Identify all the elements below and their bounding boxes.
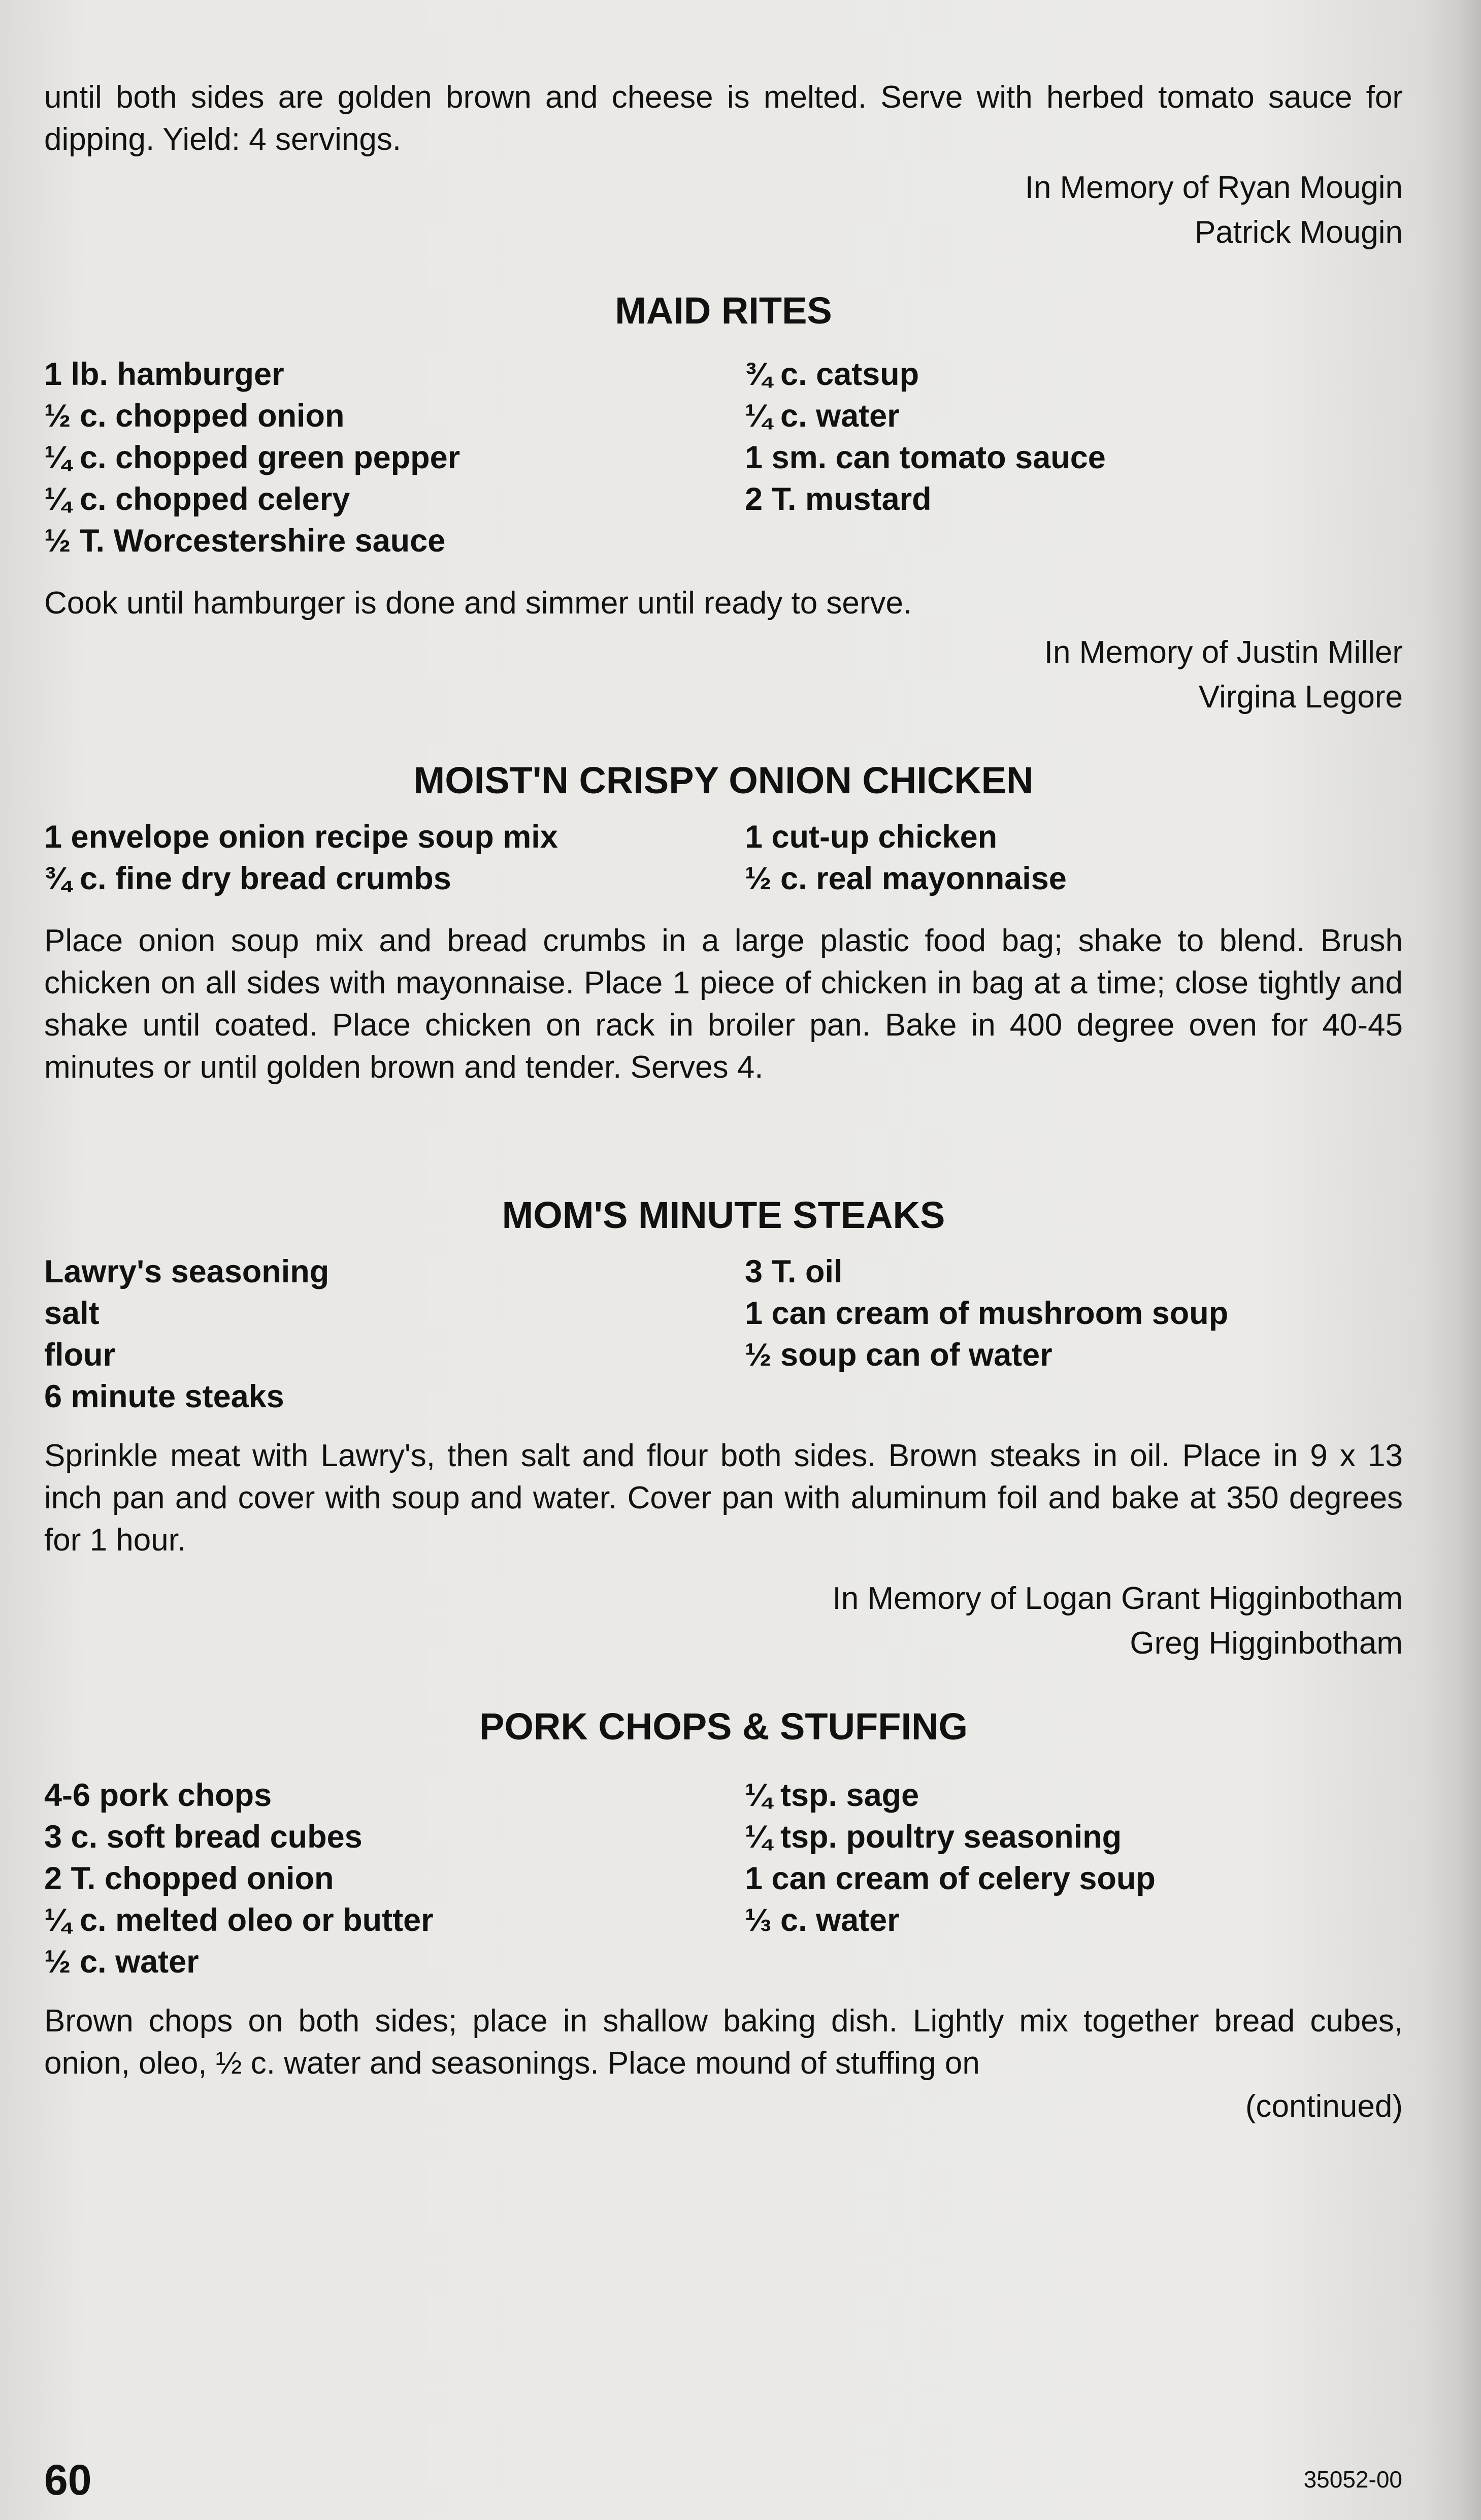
- ingredient-column-right: [745, 353, 1403, 562]
- intro-contributor: Patrick Mougin: [1194, 215, 1403, 250]
- ingredient: ¼ tsp. poultry seasoning: [745, 1819, 1122, 1855]
- ingredient: ½ c. real mayonnaise: [745, 861, 1067, 896]
- page-number: 60: [44, 2456, 92, 2504]
- ingredient-column-right: [745, 1251, 1403, 1417]
- ingredient: ¼ c. chopped celery: [44, 481, 350, 517]
- recipe-pork-chops-stuffing: [44, 1701, 1403, 2129]
- page-content: [44, 76, 1403, 2129]
- recipe-directions: Place onion soup mix and bread crumbs in a large plastic food bag; shake to blend. Brush chicken on all sides with mayonnaise. Place 1 piece of chicken in bag at a time; close tightly and shake until coated. Place chicken on rack in broiler pan. Bake in 400 degree oven for 40-45 minutes or until golden brown and tender. Serves 4.: [44, 923, 1403, 1085]
- ingredient-list: [44, 1774, 1403, 1983]
- ingredient: 2 T. mustard: [745, 481, 932, 517]
- ingredient: ½ T. Worcestershire sauce: [44, 523, 446, 559]
- ingredient-column-left: [44, 816, 745, 899]
- ingredient: flour: [44, 1337, 115, 1373]
- recipe-title: PORK CHOPS & STUFFING: [479, 1705, 968, 1748]
- ingredient: ½ c. water: [44, 1944, 199, 1980]
- ingredient: ½ c. chopped onion: [44, 398, 345, 434]
- recipe-directions: Brown chops on both sides; place in shallow baking dish. Lightly mix together bread cubes, onion, oleo, ½ c. water and seasonings. Place mound of stuffing on: [44, 2004, 1403, 2081]
- ingredient: ¾ c. fine dry bread crumbs: [44, 861, 451, 896]
- ingredient-list: [44, 353, 1403, 562]
- ingredient-column-left: [44, 353, 745, 562]
- ingredient: 2 T. chopped onion: [44, 1861, 334, 1896]
- intro-text: until both sides are golden brown and cheese is melted. Serve with herbed tomato sauce for dipping. Yield: 4 servings.: [44, 80, 1403, 157]
- ingredient-column-right: [745, 816, 1403, 899]
- ingredient: 3 T. oil: [745, 1254, 843, 1289]
- ingredient: ¾ c. catsup: [745, 357, 919, 392]
- ingredient: ¼ c. melted oleo or butter: [44, 1902, 434, 1938]
- ingredient: 1 sm. can tomato sauce: [745, 440, 1106, 475]
- ingredient-column-right: [745, 1774, 1403, 1983]
- print-code: 35052-00: [1303, 2466, 1402, 2493]
- ingredient: ⅓ c. water: [745, 1902, 900, 1938]
- ingredient: 4-6 pork chops: [44, 1778, 272, 1813]
- recipe-title: MOIST'N CRISPY ONION CHICKEN: [413, 759, 1034, 801]
- intro-memory-line: In Memory of Ryan Mougin: [1025, 170, 1403, 205]
- recipe-maid-rites: [44, 285, 1403, 720]
- ingredient: 1 lb. hamburger: [44, 357, 284, 392]
- ingredient-column-left: [44, 1251, 745, 1417]
- ingredient-column-left: [44, 1774, 745, 1983]
- ingredient: 1 can cream of mushroom soup: [745, 1296, 1229, 1331]
- recipe-contributor: Virgina Legore: [1198, 680, 1403, 715]
- ingredient: Lawry's seasoning: [44, 1254, 330, 1289]
- recipe-minute-steaks: [44, 1190, 1403, 1666]
- ingredient: salt: [44, 1296, 100, 1331]
- ingredient: 1 cut-up chicken: [745, 819, 998, 855]
- page-gutter-shadow: [1425, 0, 1481, 2520]
- ingredient: ¼ c. chopped green pepper: [44, 440, 460, 475]
- ingredient: ¼ tsp. sage: [745, 1778, 919, 1813]
- ingredient: 3 c. soft bread cubes: [44, 1819, 363, 1855]
- ingredient: ½ soup can of water: [745, 1337, 1052, 1373]
- recipe-contributor: Greg Higginbotham: [1130, 1626, 1403, 1661]
- recipe-title: MAID RITES: [615, 289, 832, 332]
- recipe-directions: Cook until hamburger is done and simmer until ready to serve.: [44, 586, 912, 621]
- continued-note: (continued): [1245, 2089, 1403, 2124]
- recipe-memory-line: In Memory of Logan Grant Higginbotham: [832, 1581, 1403, 1616]
- ingredient: 6 minute steaks: [44, 1379, 284, 1414]
- recipe-onion-chicken: [44, 755, 1403, 1088]
- ingredient: 1 envelope onion recipe soup mix: [44, 819, 558, 855]
- ingredient: 1 can cream of celery soup: [745, 1861, 1156, 1896]
- ingredient-list: [44, 1251, 1403, 1417]
- recipe-memory-line: In Memory of Justin Miller: [1044, 635, 1403, 670]
- ingredient: ¼ c. water: [745, 398, 900, 434]
- ingredient-list: [44, 816, 1403, 899]
- recipe-title: MOM'S MINUTE STEAKS: [502, 1194, 945, 1236]
- recipe-directions: Sprinkle meat with Lawry's, then salt and flour both sides. Brown steaks in oil. Place in 9 x 13 inch pan and cover with soup and water. Cover pan with aluminum foil and bake at 350 degrees for 1 hour.: [44, 1438, 1403, 1558]
